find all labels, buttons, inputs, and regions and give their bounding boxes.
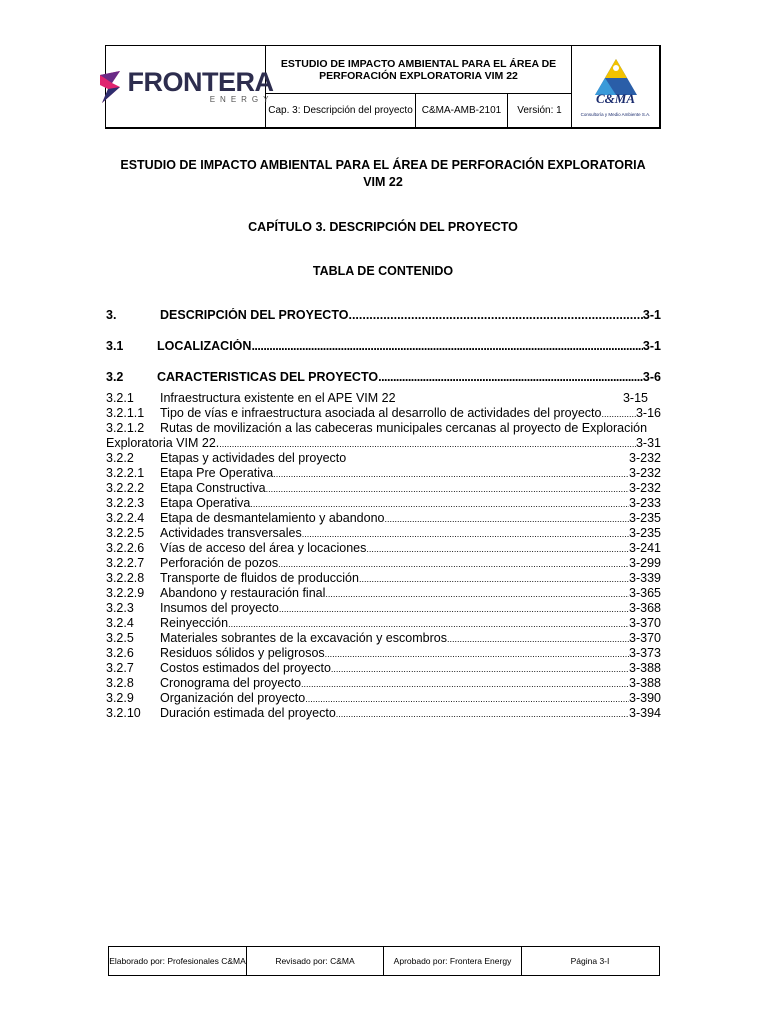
toc-number: 3.2.1.1 — [106, 406, 145, 420]
header-title: ESTUDIO DE IMPACTO AMBIENTAL PARA EL ÁREA DE PERFORACIÓN EXPLORATORIA VIM 22 — [266, 46, 572, 94]
document-title-line1: ESTUDIO DE IMPACTO AMBIENTAL PARA EL ÁREA DE PERFORACIÓN EXPLORATORIA — [120, 158, 646, 172]
toc-entry-3-2-4[interactable] — [106, 616, 661, 630]
toc-page: 3-241 — [629, 541, 661, 555]
toc-number: 3.2.9 — [106, 691, 134, 705]
toc-leader — [278, 556, 629, 570]
toc-number: 3.2.5 — [106, 631, 134, 645]
toc-number: 3.2 — [106, 370, 124, 384]
cma-logo — [572, 46, 660, 128]
toc-label: Reinyección — [160, 616, 229, 630]
toc-label: Etapa de desmantelamiento y abandono — [160, 511, 385, 525]
footer-revisado: Revisado por: C&MA — [247, 947, 384, 975]
toc-number: 3.2.10 — [106, 706, 141, 720]
toc-entry-3-2-2-2[interactable] — [106, 481, 661, 495]
toc-label-continued: Exploratoria VIM 22. — [106, 436, 220, 450]
toc-number: 3.2.1 — [106, 391, 134, 405]
toc-number: 3.2.2.7 — [106, 556, 145, 570]
toc-label: Etapa Operativa — [160, 496, 251, 510]
toc-label: Abandono y restauración final — [160, 586, 326, 600]
toc-page: 3-388 — [629, 676, 661, 690]
toc-leader — [279, 601, 629, 615]
toc-number: 3.2.2.9 — [106, 586, 145, 600]
toc-page: 3-370 — [629, 631, 661, 645]
toc-leader — [325, 586, 629, 600]
toc-page: 3-232 — [629, 451, 661, 465]
toc-number: 3.2.2.2 — [106, 481, 145, 495]
toc-label: Residuos sólidos y peligrosos — [160, 646, 325, 660]
toc-label: Actividades transversales — [160, 526, 302, 540]
toc-entry-3-2-1-1[interactable] — [106, 406, 661, 420]
frontera-logo-sub: ENERGY — [209, 94, 274, 104]
toc-leader — [219, 436, 636, 452]
toc-leader — [384, 511, 629, 525]
toc-number: 3.2.2.1 — [106, 466, 145, 480]
toc-label: Perforación de pozos — [160, 556, 279, 570]
toc-entry-3-2-2-7[interactable] — [106, 556, 661, 570]
toc-label: Infraestructura existente en el APE VIM 22 — [160, 391, 396, 405]
toc-label: Tipo de vías e infraestructura asociada al desarrollo de actividades del proyecto — [160, 406, 602, 420]
toc-leader — [366, 541, 629, 555]
toc-entry-3-2-10[interactable] — [106, 706, 661, 720]
toc-label: Organización del proyecto — [160, 691, 306, 705]
header-version: Versión: 1 — [508, 94, 572, 128]
toc-page: 3-235 — [629, 511, 661, 525]
toc-number: 3.2.2 — [106, 451, 134, 465]
toc-number: 3.2.2.3 — [106, 496, 145, 510]
toc-label: Insumos del proyecto — [160, 601, 279, 615]
toc-label: Etapa Constructiva — [160, 481, 266, 495]
toc-number: 3.2.2.6 — [106, 541, 145, 555]
toc-label: Etapa Pre Operativa — [160, 466, 274, 480]
toc-page: 3-6 — [642, 370, 661, 384]
toc-page: 3-370 — [629, 616, 661, 630]
cma-logo-name: C&MA — [595, 90, 635, 106]
toc-entry-3-2-2-9[interactable] — [106, 586, 661, 600]
footer-aprobado: Aprobado por: Frontera Energy — [384, 947, 522, 975]
toc-page: 3-235 — [629, 526, 661, 540]
toc-label: Materiales sobrantes de la excavación y escombros — [160, 631, 447, 645]
toc-leader — [447, 631, 629, 645]
toc-page: 3-232 — [629, 481, 661, 495]
toc-number: 3.2.4 — [106, 616, 134, 630]
toc-leader — [601, 406, 636, 420]
toc-leader — [331, 661, 629, 675]
toc-leader — [302, 526, 629, 540]
toc-entry-3-2-2-5[interactable] — [106, 526, 661, 540]
toc-entry-3-2-9[interactable] — [106, 691, 661, 705]
toc-page: 3-16 — [635, 406, 661, 420]
toc-entry-3-2-5[interactable] — [106, 631, 661, 645]
frontera-mark-icon — [98, 69, 124, 105]
toc-leader — [301, 676, 629, 690]
toc-page: 3-388 — [629, 661, 661, 675]
frontera-logo-name: FRONTERA — [127, 66, 274, 97]
toc-page: 3-390 — [629, 691, 661, 705]
toc-entry-3-2-2-1[interactable] — [106, 466, 661, 480]
toc-number: 3.2.3 — [106, 601, 134, 615]
toc-page: 3-365 — [629, 586, 661, 600]
footer-elaborado: Elaborado por: Profesionales C&MA — [109, 947, 247, 975]
toc-number: 3.2.2.8 — [106, 571, 145, 585]
toc-number: 3.2.8 — [106, 676, 134, 690]
toc-page: 3-232 — [629, 466, 661, 480]
toc-number: 3. — [106, 308, 117, 322]
toc-page: 3-299 — [629, 556, 661, 570]
toc-leader — [251, 339, 642, 353]
toc-leader — [325, 646, 629, 660]
header-chapter: Cap. 3: Descripción del proyecto — [266, 94, 416, 128]
toc-entry-3-2-6[interactable] — [106, 646, 661, 660]
toc-leader — [305, 691, 629, 705]
toc-entry-3-2-8[interactable] — [106, 676, 661, 690]
toc-label: Duración estimada del proyecto — [160, 706, 336, 720]
toc-number: 3.2.2.5 — [106, 526, 145, 540]
toc-entry-3-2[interactable] — [106, 370, 661, 384]
toc-page: 3-1 — [642, 339, 661, 353]
toc-page: 3-233 — [629, 496, 661, 510]
toc-label: Etapas y actividades del proyecto — [160, 451, 347, 465]
toc-page: 3-15 — [622, 391, 648, 405]
document-title — [105, 157, 661, 191]
toc-number: 3.2.6 — [106, 646, 134, 660]
toc-label: Rutas de movilización a las cabeceras municipales cercanas al proyecto de Exploración — [160, 421, 648, 435]
toc-leader — [359, 571, 629, 585]
toc-entry-3-2-1[interactable] — [106, 391, 661, 405]
document-footer — [108, 946, 660, 976]
toc-label: Transporte de fluidos de producción — [160, 571, 359, 585]
toc-entry-3-2-2-8[interactable] — [106, 571, 661, 585]
toc-label: CARACTERISTICAS DEL PROYECTO — [157, 370, 379, 384]
toc-label: LOCALIZACIÓN — [157, 339, 252, 353]
cma-logo-sub: Consultoría y Medio Ambiente S.A. — [580, 111, 651, 117]
toc-page: 3-394 — [629, 706, 661, 720]
toc-entry-3-2-3[interactable] — [106, 601, 661, 615]
toc-page: 3-373 — [629, 646, 661, 660]
toc-page: 3-368 — [629, 601, 661, 615]
footer-pagina: Página 3-I — [570, 956, 610, 966]
toc-leader — [250, 496, 629, 510]
toc-number: 3.2.7 — [106, 661, 134, 675]
toc-entry-3-2-2-3[interactable] — [106, 496, 661, 510]
toc-entry-3-2-1-2[interactable] — [106, 421, 661, 452]
header-code: C&MA-AMB-2101 — [416, 94, 508, 128]
toc-entry-3-1[interactable] — [106, 339, 661, 353]
toc-leader — [336, 706, 629, 720]
toc-page: 3-1 — [642, 308, 661, 322]
toc-number: 3.2.2.4 — [106, 511, 145, 525]
toc-number: 3.1 — [106, 339, 124, 353]
toc-label: Costos estimados del proyecto — [160, 661, 331, 675]
toc-leader — [266, 481, 629, 495]
chapter-title: CAPÍTULO 3. DESCRIPCIÓN DEL PROYECTO — [248, 220, 518, 234]
toc-leader — [273, 466, 629, 480]
frontera-logo — [106, 46, 274, 128]
toc-page: 3-339 — [629, 571, 661, 585]
toc-label: Cronograma del proyecto — [160, 676, 302, 690]
document-header — [105, 45, 661, 129]
toc-number: 3.2.1.2 — [106, 421, 145, 435]
toc-leader — [228, 616, 629, 630]
toc-title: TABLA DE CONTENIDO — [312, 264, 454, 278]
toc-label: Vías de acceso del área y locaciones — [160, 541, 367, 555]
toc-entry-3-2-2-4[interactable] — [106, 511, 661, 525]
toc-entry-3[interactable] — [106, 308, 661, 322]
toc-page: 3-31 — [635, 436, 661, 450]
toc-entry-3-2-2[interactable] — [106, 451, 661, 465]
toc-entry-3-2-2-6[interactable] — [106, 541, 661, 555]
toc-label: DESCRIPCIÓN DEL PROYECTO — [160, 308, 349, 322]
toc-leader — [378, 370, 643, 384]
toc-leader — [348, 308, 642, 322]
toc-entry-3-2-7[interactable] — [106, 661, 661, 675]
document-title-line2: VIM 22 — [363, 175, 403, 189]
